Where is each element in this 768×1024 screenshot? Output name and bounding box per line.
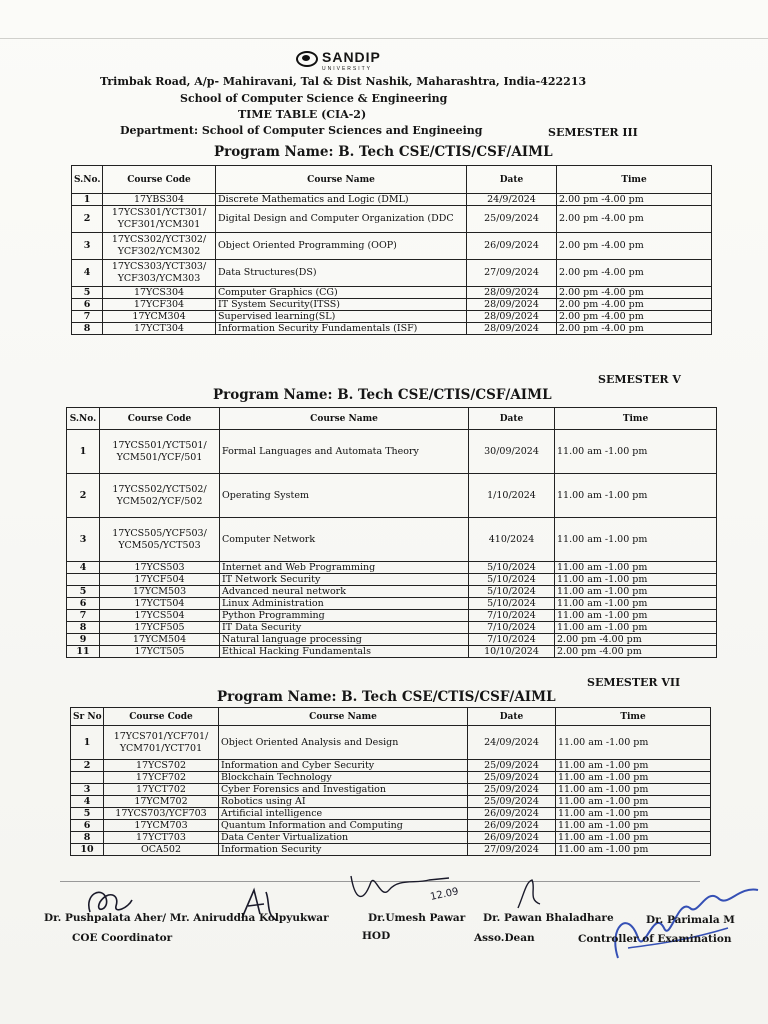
cell-date: 28/09/2024 bbox=[467, 299, 557, 311]
cell-date: 28/09/2024 bbox=[467, 323, 557, 335]
cell-course-code: 17YCF304 bbox=[103, 299, 216, 311]
cell-sno: 7 bbox=[72, 311, 103, 323]
cell-course-name: IT System Security(ITSS) bbox=[216, 299, 467, 311]
cell-sno: 10 bbox=[71, 844, 104, 856]
university-logo bbox=[296, 48, 416, 70]
cell-time: 2.00 pm -4.00 pm bbox=[555, 634, 717, 646]
cell-date: 30/09/2024 bbox=[469, 430, 555, 474]
cell-date: 28/09/2024 bbox=[467, 287, 557, 299]
cell-course-name: Data Center Virtualization bbox=[219, 832, 468, 844]
cell-time: 11.00 am -1.00 pm bbox=[555, 574, 717, 586]
cell-sno bbox=[67, 574, 100, 586]
cell-date: 5/10/2024 bbox=[469, 598, 555, 610]
cell-time: 11.00 am -1.00 pm bbox=[555, 518, 717, 562]
table-row bbox=[72, 299, 712, 311]
table-row bbox=[71, 808, 711, 820]
cell-sno: 6 bbox=[72, 299, 103, 311]
cell-time: 11.00 am -1.00 pm bbox=[555, 598, 717, 610]
table-row bbox=[72, 260, 712, 287]
cell-time: 2.00 pm -4.00 pm bbox=[557, 194, 712, 206]
cell-time: 11.00 am -1.00 pm bbox=[555, 586, 717, 598]
col-sno: S.No. bbox=[67, 408, 100, 430]
cell-sno: 3 bbox=[67, 518, 100, 562]
cell-time: 11.00 am -1.00 pm bbox=[556, 726, 711, 760]
cell-date: 26/09/2024 bbox=[468, 808, 556, 820]
semester-iii-label: SEMESTER III bbox=[548, 126, 638, 139]
col-time: Time bbox=[555, 408, 717, 430]
col-sno: S.No. bbox=[72, 166, 103, 194]
table-row bbox=[67, 430, 717, 474]
cell-course-name: Information Security bbox=[219, 844, 468, 856]
cell-course-code: 17YCF505 bbox=[100, 622, 220, 634]
cell-date: 1/10/2024 bbox=[469, 474, 555, 518]
cell-date: 5/10/2024 bbox=[469, 562, 555, 574]
cell-course-code: 17YCM503 bbox=[100, 586, 220, 598]
cell-sno: 9 bbox=[67, 634, 100, 646]
school-name: School of Computer Science & Engineering bbox=[180, 92, 448, 105]
col-date: Date bbox=[467, 166, 557, 194]
cell-course-name: Information Security Fundamentals (ISF) bbox=[216, 323, 467, 335]
cell-course-name: Computer Network bbox=[220, 518, 469, 562]
table-row bbox=[67, 518, 717, 562]
address-line: Trimbak Road, A/p- Mahiravani, Tal & Dist Nashik, Maharashtra, India-422213 bbox=[100, 75, 587, 88]
cell-course-code: 17YCT702 bbox=[104, 784, 219, 796]
cell-time: 11.00 am -1.00 pm bbox=[556, 832, 711, 844]
cell-course-code: 17YCS702 bbox=[104, 760, 219, 772]
controller-name: Dr. Parimala M bbox=[646, 914, 735, 926]
col-date: Date bbox=[468, 708, 556, 726]
cell-date: 410/2024 bbox=[469, 518, 555, 562]
cell-date: 25/09/2024 bbox=[468, 784, 556, 796]
col-name: Course Name bbox=[219, 708, 468, 726]
cell-time: 11.00 am -1.00 pm bbox=[555, 610, 717, 622]
cell-course-name: Internet and Web Programming bbox=[220, 562, 469, 574]
hod-name: Dr.Umesh Pawar bbox=[368, 912, 466, 924]
table-row bbox=[71, 796, 711, 808]
cell-time: 11.00 am -1.00 pm bbox=[555, 474, 717, 518]
dean-title: Asso.Dean bbox=[474, 932, 535, 944]
cell-sno: 1 bbox=[72, 194, 103, 206]
cell-course-name: Quantum Information and Computing bbox=[219, 820, 468, 832]
cell-course-name: Operating System bbox=[220, 474, 469, 518]
document-title: TIME TABLE (CIA-2) bbox=[238, 108, 367, 121]
cell-date: 25/09/2024 bbox=[468, 772, 556, 784]
cell-date: 10/10/2024 bbox=[469, 646, 555, 658]
table-row bbox=[67, 562, 717, 574]
table-row bbox=[71, 726, 711, 760]
cell-course-code: 17YCF504 bbox=[100, 574, 220, 586]
controller-title: Controller of Examination bbox=[578, 933, 732, 945]
cell-sno: 4 bbox=[72, 260, 103, 287]
cell-course-code: 17YCS302/YCT302/ YCF302/YCM302 bbox=[103, 233, 216, 260]
cell-course-code: 17YCT703 bbox=[104, 832, 219, 844]
program-name-sem3: Program Name: B. Tech CSE/CTIS/CSF/AIML bbox=[214, 144, 553, 160]
hod-title: HOD bbox=[362, 930, 391, 942]
cell-sno: 4 bbox=[67, 562, 100, 574]
cell-time: 2.00 pm -4.00 pm bbox=[557, 260, 712, 287]
cell-sno: 1 bbox=[71, 726, 104, 760]
cell-course-name: Object Oriented Programming (OOP) bbox=[216, 233, 467, 260]
cell-time: 2.00 pm -4.00 pm bbox=[557, 311, 712, 323]
cell-course-code: 17YCS502/YCT502/ YCM502/YCF/502 bbox=[100, 474, 220, 518]
col-code: Course Code bbox=[104, 708, 219, 726]
cell-course-name: Object Oriented Analysis and Design bbox=[219, 726, 468, 760]
table-row bbox=[71, 844, 711, 856]
cell-course-name: Digital Design and Computer Organization (DDC bbox=[216, 206, 467, 233]
col-srno: Sr No bbox=[71, 708, 104, 726]
cell-sno: 6 bbox=[67, 598, 100, 610]
col-code: Course Code bbox=[103, 166, 216, 194]
cell-date: 25/09/2024 bbox=[468, 760, 556, 772]
cell-course-name: Artificial intelligence bbox=[219, 808, 468, 820]
cell-date: 5/10/2024 bbox=[469, 586, 555, 598]
coe-title: COE Coordinator bbox=[72, 932, 173, 944]
col-date: Date bbox=[469, 408, 555, 430]
cell-date: 26/09/2024 bbox=[468, 820, 556, 832]
cell-sno: 3 bbox=[71, 784, 104, 796]
cell-time: 2.00 pm -4.00 pm bbox=[557, 233, 712, 260]
cell-course-code: 17YCS701/YCF701/ YCM701/YCT701 bbox=[104, 726, 219, 760]
cell-date: 24/9/2024 bbox=[467, 194, 557, 206]
cell-sno bbox=[71, 772, 104, 784]
table-row bbox=[71, 760, 711, 772]
table-row bbox=[71, 832, 711, 844]
cell-course-code: 17YCS303/YCT303/ YCF303/YCM303 bbox=[103, 260, 216, 287]
cell-time: 11.00 am -1.00 pm bbox=[556, 760, 711, 772]
table-row bbox=[72, 206, 712, 233]
cell-course-code: 17YCF702 bbox=[104, 772, 219, 784]
cell-sno: 2 bbox=[72, 206, 103, 233]
cell-course-name: Discrete Mathematics and Logic (DML) bbox=[216, 194, 467, 206]
cell-course-code: 17YCS703/YCF703 bbox=[104, 808, 219, 820]
cell-course-name: Data Structures(DS) bbox=[216, 260, 467, 287]
cell-course-name: Cyber Forensics and Investigation bbox=[219, 784, 468, 796]
table-row bbox=[71, 820, 711, 832]
cell-sno: 8 bbox=[71, 832, 104, 844]
program-name-sem7: Program Name: B. Tech CSE/CTIS/CSF/AIML bbox=[217, 689, 556, 705]
cell-time: 11.00 am -1.00 pm bbox=[555, 430, 717, 474]
cell-sno: 2 bbox=[67, 474, 100, 518]
cell-course-name: Ethical Hacking Fundamentals bbox=[220, 646, 469, 658]
table-row bbox=[72, 233, 712, 260]
cell-date: 26/09/2024 bbox=[468, 832, 556, 844]
logo-word: SANDIP bbox=[322, 48, 381, 65]
col-name: Course Name bbox=[216, 166, 467, 194]
cell-course-name: Supervised learning(SL) bbox=[216, 311, 467, 323]
cell-date: 24/09/2024 bbox=[468, 726, 556, 760]
cell-time: 11.00 am -1.00 pm bbox=[556, 784, 711, 796]
coe-names: Dr. Pushpalata Aher/ Mr. Aniruddha Kolpyukwar bbox=[44, 912, 329, 924]
cell-time: 2.00 pm -4.00 pm bbox=[557, 206, 712, 233]
signature-dean bbox=[510, 874, 550, 914]
table-row bbox=[72, 323, 712, 335]
table-row bbox=[71, 784, 711, 796]
cell-date: 7/10/2024 bbox=[469, 610, 555, 622]
cell-course-code: 17YCS301/YCT301/ YCF301/YCM301 bbox=[103, 206, 216, 233]
cell-course-name: Computer Graphics (CG) bbox=[216, 287, 467, 299]
cell-course-code: 17YCS503 bbox=[100, 562, 220, 574]
cell-date: 27/09/2024 bbox=[467, 260, 557, 287]
cell-time: 11.00 am -1.00 pm bbox=[555, 622, 717, 634]
cell-sno: 7 bbox=[67, 610, 100, 622]
cell-date: 7/10/2024 bbox=[469, 634, 555, 646]
table-row bbox=[67, 474, 717, 518]
cell-sno: 11 bbox=[67, 646, 100, 658]
scan-edge-line bbox=[0, 38, 768, 39]
table-row bbox=[71, 772, 711, 784]
cell-course-code: 17YCM304 bbox=[103, 311, 216, 323]
cell-course-code: OCA502 bbox=[104, 844, 219, 856]
cell-sno: 4 bbox=[71, 796, 104, 808]
col-code: Course Code bbox=[100, 408, 220, 430]
signature-hod bbox=[345, 870, 475, 915]
cell-course-name: Formal Languages and Automata Theory bbox=[220, 430, 469, 474]
semester-v-label: SEMESTER V bbox=[598, 373, 681, 386]
table-row bbox=[67, 634, 717, 646]
cell-course-code: 17YCS505/YCF503/ YCM505/YCT503 bbox=[100, 518, 220, 562]
cell-course-name: IT Data Security bbox=[220, 622, 469, 634]
cell-time: 2.00 pm -4.00 pm bbox=[557, 287, 712, 299]
cell-date: 28/09/2024 bbox=[467, 311, 557, 323]
cell-sno: 2 bbox=[71, 760, 104, 772]
timetable-sem5 bbox=[66, 407, 717, 658]
cell-course-code: 17YCM703 bbox=[104, 820, 219, 832]
cell-course-name: Advanced neural network bbox=[220, 586, 469, 598]
cell-course-name: IT Network Security bbox=[220, 574, 469, 586]
table-row bbox=[67, 646, 717, 658]
dean-name: Dr. Pawan Bhaladhare bbox=[483, 912, 614, 924]
cell-date: 26/09/2024 bbox=[467, 233, 557, 260]
table-row bbox=[67, 598, 717, 610]
col-time: Time bbox=[557, 166, 712, 194]
cell-course-name: Information and Cyber Security bbox=[219, 760, 468, 772]
cell-date: 7/10/2024 bbox=[469, 622, 555, 634]
cell-sno: 5 bbox=[67, 586, 100, 598]
cell-time: 11.00 am -1.00 pm bbox=[556, 820, 711, 832]
cell-course-name: Blockchain Technology bbox=[219, 772, 468, 784]
cell-time: 2.00 pm -4.00 pm bbox=[557, 323, 712, 335]
timetable-sem7 bbox=[70, 707, 711, 856]
cell-time: 11.00 am -1.00 pm bbox=[556, 772, 711, 784]
cell-course-code: 17YCS504 bbox=[100, 610, 220, 622]
cell-course-name: Linux Administration bbox=[220, 598, 469, 610]
cell-date: 27/09/2024 bbox=[468, 844, 556, 856]
table-row bbox=[67, 622, 717, 634]
table-row bbox=[67, 574, 717, 586]
cell-time: 11.00 am -1.00 pm bbox=[556, 796, 711, 808]
table-row bbox=[67, 610, 717, 622]
cell-sno: 5 bbox=[72, 287, 103, 299]
department-line: Department: School of Computer Sciences and Engineeing bbox=[120, 124, 483, 137]
col-name: Course Name bbox=[220, 408, 469, 430]
cell-date: 25/09/2024 bbox=[467, 206, 557, 233]
logo-mark-icon bbox=[296, 51, 318, 67]
cell-sno: 1 bbox=[67, 430, 100, 474]
cell-date: 5/10/2024 bbox=[469, 574, 555, 586]
cell-course-code: 17YCS304 bbox=[103, 287, 216, 299]
cell-course-code: 17YCS501/YCT501/ YCM501/YCF/501 bbox=[100, 430, 220, 474]
cell-time: 11.00 am -1.00 pm bbox=[556, 808, 711, 820]
cell-time: 2.00 pm -4.00 pm bbox=[555, 646, 717, 658]
table-row bbox=[67, 586, 717, 598]
cell-time: 11.00 am -1.00 pm bbox=[556, 844, 711, 856]
cell-course-code: 17YCT504 bbox=[100, 598, 220, 610]
cell-sno: 5 bbox=[71, 808, 104, 820]
cell-sno: 8 bbox=[72, 323, 103, 335]
cell-course-code: 17YCM504 bbox=[100, 634, 220, 646]
cell-course-code: 17YBS304 bbox=[103, 194, 216, 206]
cell-sno: 6 bbox=[71, 820, 104, 832]
cell-course-code: 17YCT304 bbox=[103, 323, 216, 335]
cell-course-code: 17YCT505 bbox=[100, 646, 220, 658]
table-row bbox=[72, 311, 712, 323]
program-name-sem5: Program Name: B. Tech CSE/CTIS/CSF/AIML bbox=[213, 387, 552, 403]
cell-course-code: 17YCM702 bbox=[104, 796, 219, 808]
semester-vii-label: SEMESTER VII bbox=[587, 676, 681, 689]
cell-sno: 8 bbox=[67, 622, 100, 634]
cell-course-name: Python Programming bbox=[220, 610, 469, 622]
timetable-sem3 bbox=[71, 165, 712, 335]
handwritten-date: 12.09 bbox=[429, 886, 460, 903]
cell-time: 2.00 pm -4.00 pm bbox=[557, 299, 712, 311]
cell-time: 11.00 am -1.00 pm bbox=[555, 562, 717, 574]
cell-course-name: Robotics using AI bbox=[219, 796, 468, 808]
cell-course-name: Natural language processing bbox=[220, 634, 469, 646]
table-row bbox=[72, 287, 712, 299]
table-row bbox=[72, 194, 712, 206]
cell-date: 25/09/2024 bbox=[468, 796, 556, 808]
col-time: Time bbox=[556, 708, 711, 726]
cell-sno: 3 bbox=[72, 233, 103, 260]
logo-sub: UNIVERSITY bbox=[322, 65, 373, 72]
